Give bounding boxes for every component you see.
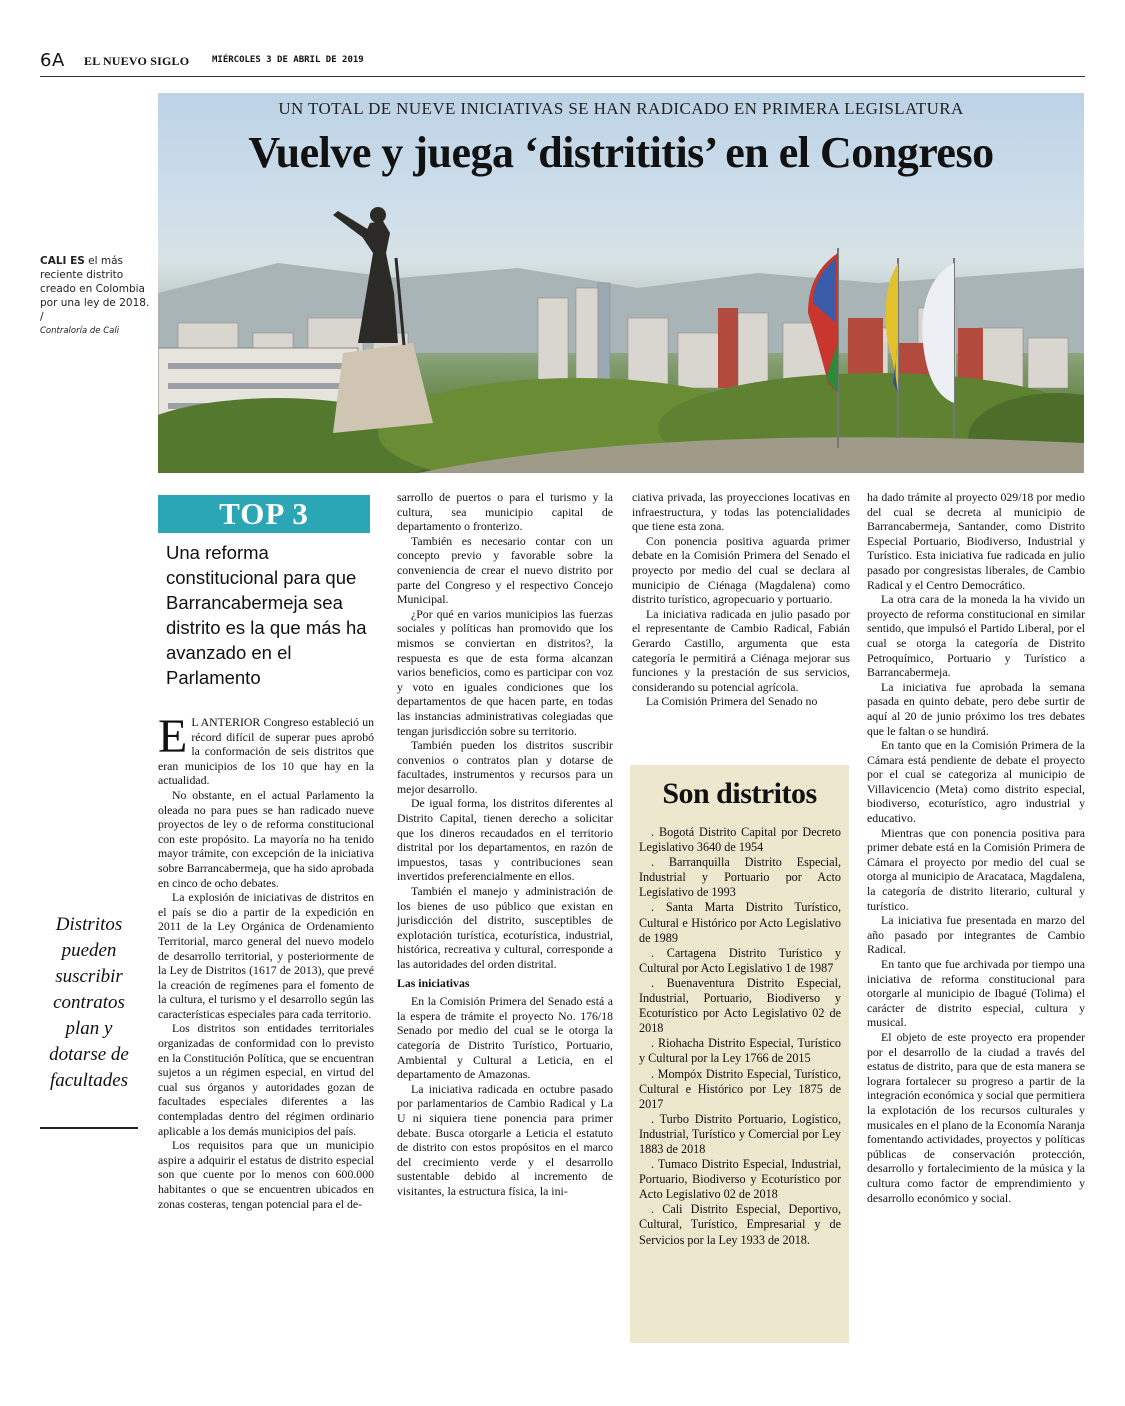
district-list [639, 825, 841, 1248]
article-paragraph: En tanto que fue archivada por tiempo una iniciativa de reforma constitucional para otorgarle al municipio de Ibagué (Tolima) el carácter de distrito especial, cultura y musical. [867, 957, 1085, 1030]
list-item: . Mompóx Distrito Especial, Turístico, Cultural e Histórico por Ley 1875 de 2017 [639, 1066, 841, 1111]
sidebar-box [630, 765, 849, 1343]
article-paragraph: En la Comisión Primera del Senado está a la espera de trámite el proyecto No. 176/18 Senado por medio del cual se le otorga la categoría de Distrito Turístico, Portuario, Ambiental y Cultural a Leticia, en el departamento de Amazonas. [397, 994, 613, 1082]
article-subhead: Las iniciativas [397, 975, 470, 990]
photo-caption [40, 254, 150, 338]
list-item: . Cartagena Distrito Turístico y Cultural por Acto Legislativo 1 de 1987 [639, 945, 841, 975]
article-paragraph: Los requisitos para que un municipio aspire a adquirir el estatus de distrito especial son que cuente por lo menos con 600.000 habitantes o que se encuentren ubicados en zonas costeras, tengan potencial para el de- [158, 1138, 374, 1211]
list-item: . Tumaco Distrito Especial, Industrial, Portuario, Biodiverso y Ecoturístico por Acto Legislativo 02 de 2018 [639, 1157, 841, 1202]
article-paragraph: La iniciativa radicada en octubre pasado por parlamentarios de Cambio Radical y La U ni siquiera tiene ponencia para primer debate. Busca otorgarle a Leticia el estatuto de distrito con estos propósitos en el marco del crecimiento verde y el desarrollo sustentable debido al incremento de visitantes, la estructura física, la ini- [397, 1081, 613, 1198]
caption-lead: CALI ES [40, 255, 85, 267]
list-item: . Bogotá Distrito Capital por Decreto Legislativo 3640 de 1954 [639, 825, 841, 855]
issue-date: MIÉRCOLES 3 DE ABRIL DE 2019 [212, 55, 364, 65]
photo-credit: Contraloría de Cali [40, 326, 120, 336]
list-item: . Barranquilla Distrito Especial, Industrial y Portuario por Acto Legislativo de 1993 [639, 855, 841, 900]
article-paragraph: La Comisión Primera del Senado no [646, 694, 818, 709]
article-paragraph: ¿Por qué en varios municipios las fuerzas sociales y políticas han promovido que los mismos se conviertan en distritos?, la respuesta es que de esta forma alcanzan varios beneficios, como es participar con voz y voto en iguales condiciones que los departamentos de que hacen parte, en todas las instancias administrativas colegiadas que tengan jurisdicción sobre su territorio. [397, 606, 613, 738]
sidebar-title: Son distritos [662, 777, 817, 810]
drop-cap: E [158, 710, 188, 763]
article-paragraph: En tanto que en la Comisión Primera de la Cámara está pendiente de debate el proyecto por el cual se categoriza al municipio de Villavicencio (Meta) como distrito especial, biodiverso, ecoturístico, agro industrial y educativo. [867, 738, 1085, 826]
list-item: . Buenaventura Distrito Especial, Industrial, Portuario, Biodiverso y Ecoturístico por Acto Legislativo 02 de 2018 [639, 975, 841, 1036]
article-column-2 [397, 490, 613, 1199]
caption-slash: / [40, 311, 44, 323]
top3-summary: Una reforma constitucional para que Barrancabermeja sea distrito es la que más ha avanzado en el Parlamento [166, 542, 367, 688]
article-paragraph: Con ponencia positiva aguarda primer debate en la Comisión Primera del Senado el proyecto por medio del cual se declara al municipio de Ciénaga (Magdalena) como distrito turístico, agropecuario y portuario. [632, 533, 850, 607]
article-column-4 [867, 490, 1085, 1205]
list-item: . Cali Distrito Especial, Deportivo, Cultural, Turístico, Empresarial y de Servicios por la Ley 1933 de 2018. [639, 1202, 841, 1247]
hero-photo [158, 93, 1084, 473]
article-paragraph: De igual forma, los distritos diferentes al Distrito Capital, tienen derecho a solicitar que los dineros recaudados en el territorio distrital por los departamentos, en razón de impuestos, tasas y contribuciones sean invertidos preferencialmente en ellos. [397, 796, 613, 884]
article-paragraph: ciativa privada, las proyecciones locativas en infraestructura, y todas las potencialidades que tiene esta zona. [632, 490, 850, 534]
list-item: . Turbo Distrito Portuario, Logístico, Industrial, Turístico y Comercial por Ley 1883 de 2018 [639, 1111, 841, 1156]
article-paragraph: El objeto de este proyecto era propender por el desarrollo de la ciudad a través del estatus de distrito, para que de esta manera se lograra fortalecer su progreso a partir de la integración económica y social que permitiera la explotación de los recursos culturales y musicales en el plano de la Economía Naranja fomentando actividades, proyectos y políticas públicas de conservación protección, desarrollo y fortalecimiento de la música y la cultura como factor de emprendimiento y desarrollo económico y social. [867, 1029, 1085, 1205]
top3-banner: TOP 3 [158, 495, 370, 533]
page-number: 6A [40, 50, 65, 71]
article-paragraph: La iniciativa fue aprobada la semana pasada en quinto debate, pero debe surtir de aquí al 20 de junio próximo los tres debates que le faltan o se hundirá. [867, 679, 1085, 738]
article-paragraph: La otra cara de la moneda la ha vivido un proyecto de reforma constitucional en similar sentido, que impulsó el Partido Liberal, por el cual se otorga la categoría de Distrito Petroquímico, Portuario y Turístico a Barrancabermeja. [867, 592, 1085, 680]
headline: Vuelve y juega ‘distrititis’ en el Congreso [248, 128, 994, 177]
article-paragraph: sarrollo de puertos o para el turismo y la cultura, sea municipio capital de departamento o fronterizo. [397, 490, 613, 534]
article-paragraph: También pueden los distritos suscribir convenios o contratos plan y dotarse de facultades, instrumentos y recursos para un mejor desarrollo. [397, 738, 613, 796]
article-paragraph: La iniciativa radicada en julio pasado por el representante de Cambio Radical, Fabián Gerardo Castillo, argumenta que esta categoría le permitirá a Ciénaga mejorar sus funciones y la prestación de sus servicios, considerando su potencial agrícola. [632, 606, 850, 694]
article-column-1 [158, 710, 374, 1211]
article-column-3 [632, 490, 850, 709]
list-item: . Santa Marta Distrito Turístico, Cultural e Histórico por Acto Legislativo de 1989 [639, 900, 841, 945]
article-paragraph: La iniciativa fue presentada en marzo del año pasado por integrantes de Cambio Radical. [867, 913, 1085, 957]
article-paragraph: ha dado trámite al proyecto 029/18 por medio del cual se decreta al municipio de Barrancabermeja, Santander, como Distrito Especial Portuario, Biodiverso, Industrial y Turístico. Esta iniciativa fue radicada en julio pasado por congresistas liberales, de Cambio Radical y el Centro Democrático. [867, 490, 1085, 592]
article-paragraph: Los distritos son entidades territoriales organizadas de conformidad con lo previsto en la Constitución Política, que se encuentran sujetos a un régimen especial, en virtud del cual sus órganos y autoridades gozan de facultades especiales diferentes a las contempladas dentro del régimen ordinario aplicable a los demás municipios del país. [158, 1021, 374, 1138]
headline-kicker: UN TOTAL DE NUEVE INICIATIVAS SE HAN RADICADO EN PRIMERA LEGISLATURA [278, 99, 964, 118]
caption-text: el más reciente distrito creado en Colombia por una ley de 2018. [40, 255, 150, 309]
page-header [40, 50, 1085, 77]
pull-quote: Distritos pueden suscribir contratos plan y dotarse de facultades [49, 914, 129, 1091]
newspaper-name: EL NUEVO SIGLO [84, 54, 190, 68]
list-item: . Riohacha Distrito Especial, Turístico y Cultural por la Ley 1766 de 2015 [639, 1036, 841, 1066]
article-paragraph: Mientras que con ponencia positiva para primer debate está en la Comisión Primera de Cámara el proyecto por medio del cual se otorga al municipio de Aracataca, Magdalena, la categoría de distrito literario, cultural y turístico. [867, 825, 1085, 913]
article-paragraph: E L ANTERIOR Congreso estableció un récord difícil de superar pues aprobó la conformación de seis distritos que eran municipios de los 10 que hay en la actualidad. [158, 710, 374, 788]
article-paragraph: También es necesario contar con un concepto previo y favorable sobre la conveniencia de crear el nuevo distrito por parte del Congreso y el respectivo Concejo Municipal. [397, 533, 613, 607]
pull-quote-rule [40, 1127, 138, 1129]
article-paragraph: La explosión de iniciativas de distritos en el país se dio a partir de la expedición en 2011 de la Ley Orgánica de Ordenamiento Territorial, marco general del nuevo modelo de desarrollo territorial, y posteriormente de la Ley de Distritos (1617 de 2013), que prevé la creación de regímenes para el fomento de la cultura, el turismo y el desarrollo según las características especiales para cada territorio. [158, 890, 374, 1021]
article-paragraph: No obstante, en el actual Parlamento la oleada no para pues se han radicado nueve proyectos de ley o de reforma constitucional con este propósito. La mayoría no ha tenido mayor trámite, con excepción de la iniciativa sobre Barrancabermeja, que ha sido aprobada en cinco de ocho debates. [158, 787, 374, 890]
article-paragraph: También el manejo y administración de los bienes de uso público que existan en jurisdicción del distrito, susceptibles de explotación turística, ecoturística, industrial, histórica, recreativa y cultural, corresponde a las autoridades del orden distrital. [397, 884, 613, 971]
